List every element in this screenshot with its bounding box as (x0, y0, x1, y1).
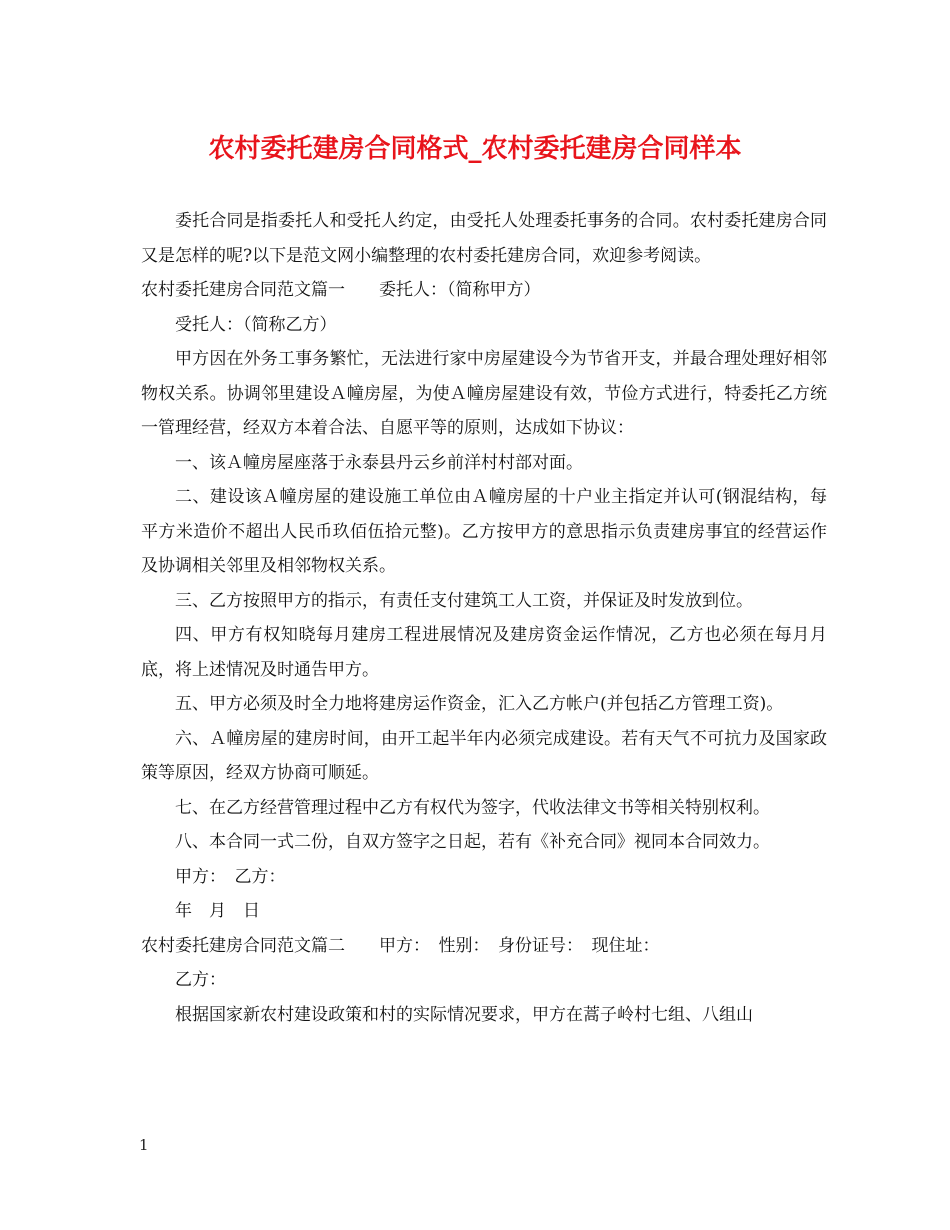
sample2-heading-line (141, 929, 827, 964)
date-line: 年 月 日 (175, 901, 260, 921)
intro-paragraph: 委托合同是指委托人和受托人约定，由受托人处理委托事务的合同。农村委托建房合同又是怎样的呢?以下是范文网小编整理的农村委托建房合同，欢迎参考阅读。 (141, 211, 827, 266)
clause-7: 七、在乙方经营管理过程中乙方有权代为签字，代收法律文书等相关特别权利。 (175, 797, 770, 818)
sample2-preamble: 根据国家新农村建设政策和村的实际情况要求，甲方在蒿子岭村七组、八组山 (175, 1004, 753, 1025)
clause-5: 五、甲方必须及时全力地将建房运作资金，汇入乙方帐户(并包括乙方管理工资)。 (175, 694, 784, 714)
sample1-heading-line (141, 273, 827, 308)
page-number: 1 (139, 1136, 149, 1154)
sample1-heading: 农村委托建房合同范文篇一 (141, 280, 345, 300)
clause-6: 六、Ａ幢房屋的建房时间，由开工起半年内必须完成建设。若有天气不可抗力及国家政策等原因，经双方协商可顺延。 (141, 728, 827, 783)
sample2-heading: 农村委托建房合同范文篇二 (141, 935, 345, 956)
sample1-preamble: 甲方因在外务工事务繁忙，无法进行家中房屋建设今为节省开支，并最合理处理好相邻物权关系。协调邻里建设Ａ幢房屋，为使Ａ幢房屋建设有效，节俭方式进行，特委托乙方统一管理经营，经双方本着合法、自愿平等的原则，达成如下协议： (141, 349, 827, 438)
sample2-party-b: 乙方： (175, 970, 226, 990)
signature-line: 甲方： 乙方： (175, 866, 286, 887)
clause-3: 三、乙方按照甲方的指示，有责任支付建筑工人工资，并保证及时发放到位。 (175, 590, 753, 611)
document-title: 农村委托建房合同格式_农村委托建房合同样本 (208, 134, 742, 164)
sample1-agent: 受托人：（简称乙方） (175, 314, 337, 335)
clause-1: 一、该Ａ幢房屋座落于永泰县丹云乡前洋村村部对面。 (175, 452, 583, 473)
sample2-fields: 甲方： 性别： 身份证号： 现住址： (379, 935, 660, 956)
clause-4: 四、甲方有权知晓每月建房工程进展情况及建房资金运作情况，乙方也必须在每月月底，将上述情况及时通告甲方。 (141, 625, 827, 680)
document-body (141, 204, 827, 1032)
clause-2: 二、建设该Ａ幢房屋的建设施工单位由Ａ幢房屋的十户业主指定并认可(钢混结构，每平方米造价不超出人民币玖佰伍拾元整)。乙方按甲方的意思指示负责建房事宜的经营运作及协调相关邻里及相邻物权关系。 (141, 487, 827, 576)
clause-8: 八、本合同一式二份，自双方签字之日起，若有《补充合同》视同本合同效力。 (175, 832, 770, 852)
sample1-principal: 委托人：（简称甲方） (379, 280, 541, 300)
